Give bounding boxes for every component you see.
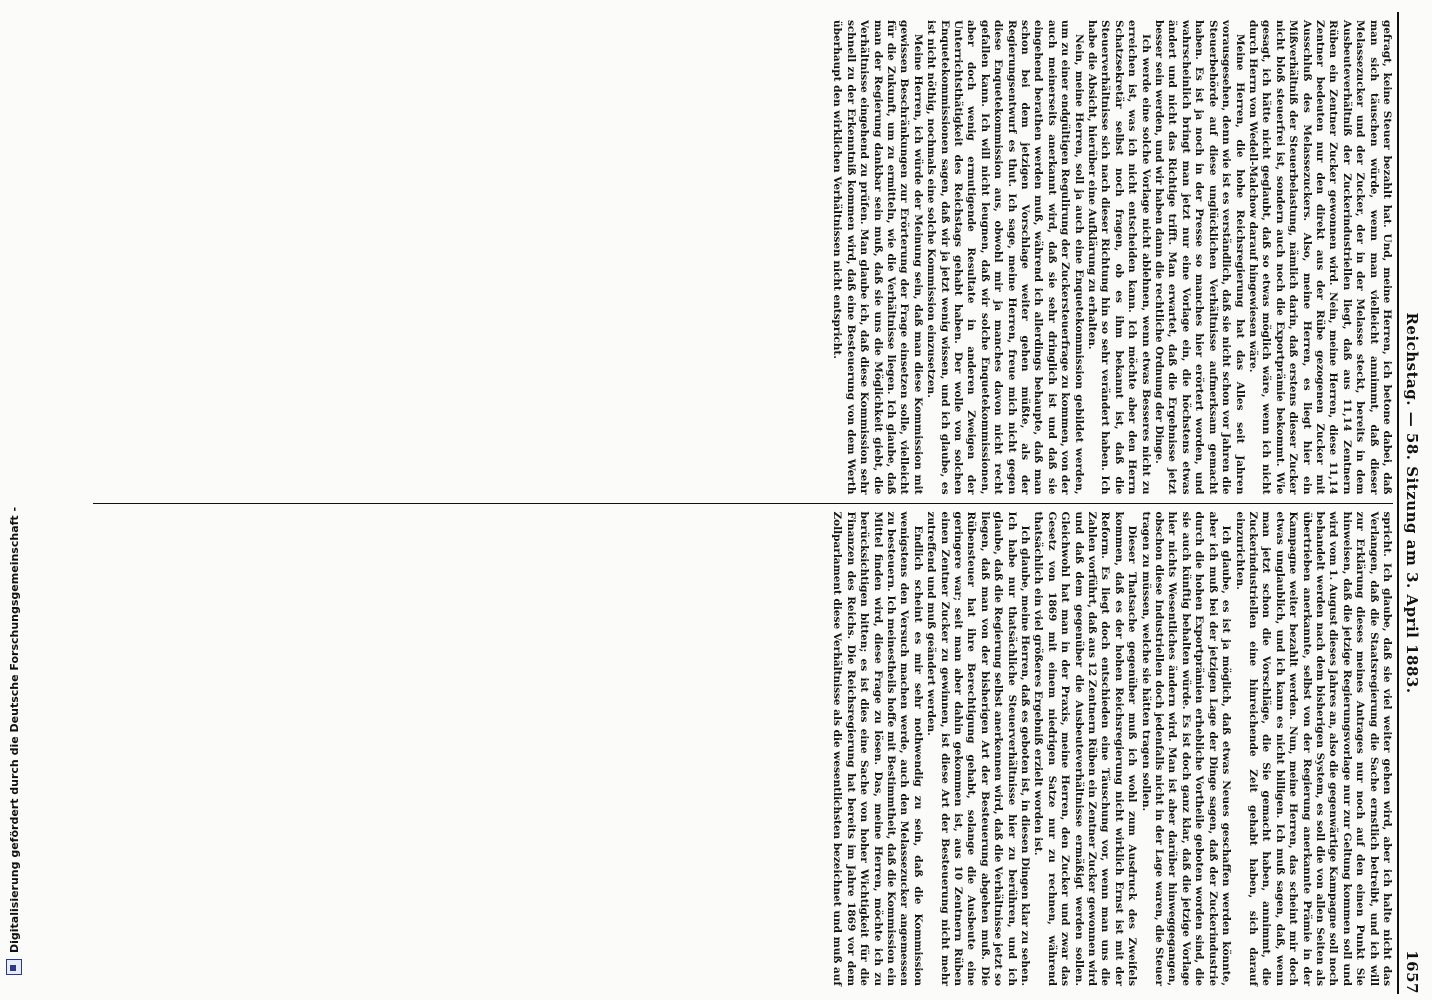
paragraph: Ich glaube, es ist ja möglich, daß etwas Neues geschaffen werden könnte, aber ich muß bei der jetzigen Lage der Dinge sagen, daß der Zuckerindustrie durch die hohen Exportprämien erhebliche Vortheile geboten worden sind, die sie auch künftig behalten würde. Es ist doch ganz klar, daß die jetzige Vorlage hier nichts Wesentliches ändern wird. Man ist aber darüber hinweggegangen, obschon diese Industriellen doch jedenfalls nicht in der Lage waren, die Steuer tragen zu müssen, welche sie hätten tragen sollen. bbox=[1139, 511, 1233, 986]
paragraph: Meine Herren, die hohe Reichsregierung hat das Alles seit Jahren vorausgesehen, denn wie ist es verständlich, daß sie nicht schon vor Jahren die Steuerbehörde auf diese unglücklichen Verhältnisse aufmerksam gemacht haben. Es ist ja noch in der Presse so manches hier erörtert worden, und wahrscheinlich bringt man jetzt nur eine Vorlage ein, die höchstens etwas ändert und nicht das Richtige trifft. Man erwartet, daß die Ergebnisse jetzt besser sein werden, und wir haben dann die rechtliche Ordnung der Dinge. bbox=[1153, 20, 1246, 495]
digitization-credit-text: Digitalisierung gefördert durch die Deutsche Forschungsgemeinschaft - bbox=[7, 506, 21, 953]
paragraph: Ich glaube, meine Herren, daß es geboten ist, in diesen Dingen klar zu sehen. Ich habe nur thatsächliche Steuerverhältnisse hier zu berühren, und ich glaube, daß die Regierung selbst anerkennen wird, daß die Verhältnisse jetzt so liegen, daß man von der bisherigen Art der Besteuerung abgehen muß. Die Rübensteuer hat ihre Berechtigung gehabt, solange die Ausbeute eine geringere war; seit man aber dahin gekommen ist, aus 10 Zentnern Rüben einen Zentner Zucker zu gewinnen, ist diese Art der Besteuerung nicht mehr zutreffend und muß geändert werden. bbox=[925, 511, 1032, 986]
text-column-left bbox=[93, 12, 1393, 503]
paragraph: Meine Herren, ich würde der Meinung sein, daß man diese Kommission mit gewissen Beschränkungen zur Erörterung der Frage einsetzen solle, vielleicht für die Zukunft, um zu ermitteln, wie die Verhältnisse liegen. Ich glaube, daß man der Regierung dankbar sein muß, daß sie uns die Möglichkeit giebt, die Verhältnisse eingehend zu prüfen. Man glaube ich, daß diese Kommission sehr schnell zu der Erkenntniß kommen wird, daß eine Besteuerung von dem Werth überhaupt den wirklichen Verhältnissen nicht entspricht. bbox=[831, 20, 924, 495]
page-number: 1657 bbox=[1403, 950, 1421, 994]
running-head: Reichstag. — 58. Sitzung am 3. April 1883. bbox=[1403, 312, 1421, 694]
text-column-right bbox=[93, 504, 1393, 995]
header-rule bbox=[1397, 12, 1399, 994]
page-header bbox=[1401, 12, 1423, 994]
paragraph: Ich werde eine solche Vorlage nicht ablehnen, wenn etwas Besseres nicht zu erreichen ist, was ich nicht entscheiden kann. Ich möchte aber den Herrn Schatzsekretär selbst noch fragen, ob es ihm bekannt ist, daß die Steuerverhältnisse sich nach dieser Richtung hin so sehr verändert haben. Ich habe die Absicht, hierüber eine Aufklärung zu erhalten. bbox=[1086, 20, 1152, 495]
digitization-credit bbox=[3, 0, 25, 985]
paragraph: spricht. Ich glaube, daß sie viel weiter gehen wird, aber ich halte nicht das Verlangen, daß die Staatsregierung die Sache ernstlich betreibt, und ich will zur Erklärung dieses meines Antrages nur noch auf den einen Punkt Sie hinweisen, daß die jetzige Regierungsvorlage nur zur Geltung kommen soll und wird vom 1. August dieses Jahres an, also die gegenwärtige Kampagne soll noch behandelt werden nach dem bisherigen System, es soll die von allen Seiten als übertrieben anerkannte, selbst von der Regierung anerkannte Prämie in der Kampagne weiter bezahlt werden. Nun, meine Herren, das scheint mir doch etwas unglaublich, und ich kann es nicht billigen. Ich muß sagen, daß, wenn man jetzt schon die Vorschläge, die Sie gemacht haben, annimmt, die Zuckerindustriellen eine hinreichende Zeit gehabt haben, sich darauf einzurichten. bbox=[1233, 511, 1393, 986]
paragraph: Dieser Thatsache gegenüber muß ich wohl zum Ausdruck des Zweifels kommen, daß es der hohen Reichsregierung nicht wirklich Ernst ist mit der Reform. Es liegt doch entschieden eine Täuschung vor, wenn man uns die Zahlen vorführt, daß aus 12 Zentnern Rüben ein Zentner Zucker gewonnen wird und daß dem gegenüber die Ausbeuteverhältnisse ermäßigt werden sollen. Gleichwohl hat man in der Praxis, meine Herren, den Zucker und zwar das Gesetz von 1869 mit einem niedrigen Satze nur zu rechnen, während thatsächlich ein viel größeres Ergebniß erzielt worden ist. bbox=[1032, 511, 1139, 986]
digitization-credit-strip bbox=[0, 0, 30, 1000]
paragraph: Endlich scheint es mir sehr nothwendig zu sein, daß die Kommission wenigstens den Versuch machen werde, auch den Melassezucker angemessen zu besteuern. Ich meinestheils hoffe mit Bestimmtheit, daß die Kommission ein Mittel finden wird, diese Frage zu lösen. Das, meine Herren, möchte ich zu berücksichtigen bitten; es ist dies eine Sache von hoher Wichtigkeit für die Finanzen des Reichs. Die Reichsregierung hat bereits im Jahre 1869 vor dem Zollparlament diese Verhältnisse als die wesentlichsten bezeichnet und muß auf bbox=[831, 511, 924, 986]
paragraph: gefragt, keine Steuer bezahlt hat. Und, meine Herren, ich betone dabei, daß man sich täuschen würde, wenn man vielleicht annimmt, daß dieser Melassezucker und der Zucker, der in der Melasse steckt, bereits in dem Ausbeuteverhältniß der Zuckerindustriellen liegt, daß aus 11,14 Zentnern Rüben ein Zentner Zucker gewonnen wird. Nein, meine Herren, diese 11,14 Zentner bedeuten nur den direkt aus der Rübe gezogenen Zucker mit Ausschluß des Melassezuckers. Also, meine Herren, es liegt hier ein Mißverhältniß der Steuerbelastung, nämlich darin, daß erstens dieser Zucker nicht bloß steuerfrei ist, sondern auch noch die Exportprämie bekommt. Wie gesagt, ich hätte nicht geglaubt, daß so etwas möglich wäre, wenn ich nicht durch Herrn von Wedell-Malchow darauf hingewiesen wäre. bbox=[1246, 20, 1393, 495]
rotated-page-content bbox=[85, 6, 1425, 1000]
dfg-logo-icon bbox=[6, 959, 22, 975]
paragraph: Nein, meine Herren, soll ja auch eine Enquetekommission gebildet werden, um zu einer endgültigen Regulirung der Zuckersteuerfrage zu kommen, von der auch meinerseits anerkannt wird, daß sie sehr dringlich ist und daß sie eingehend berathen werden muß, während ich allerdings behaupte, daß man schon bei dem jetzigen Vorschlage weiter gehen müßte, als der Regierungsentwurf es thut. Ich sage, meine Herren, freue mich nicht gegen diese Enquetekommission aus, obwohl mir ja manches davon nicht recht gefallen kann. Ich will nicht leugnen, daß wir solche Enquetekommissionen, aber doch wenig ermutigende Resultate in anderen Zweigen der Unterrichtsthätigkeit des Reichstags gehabt haben. Der wolle von solchen Enquetekommissionen sagen, daß wir ja jetzt wenig wissen, und ich glaube, es ist nicht nöthig, nochmals eine solche Kommission einzusetzen. bbox=[925, 20, 1085, 495]
text-columns bbox=[93, 12, 1393, 994]
